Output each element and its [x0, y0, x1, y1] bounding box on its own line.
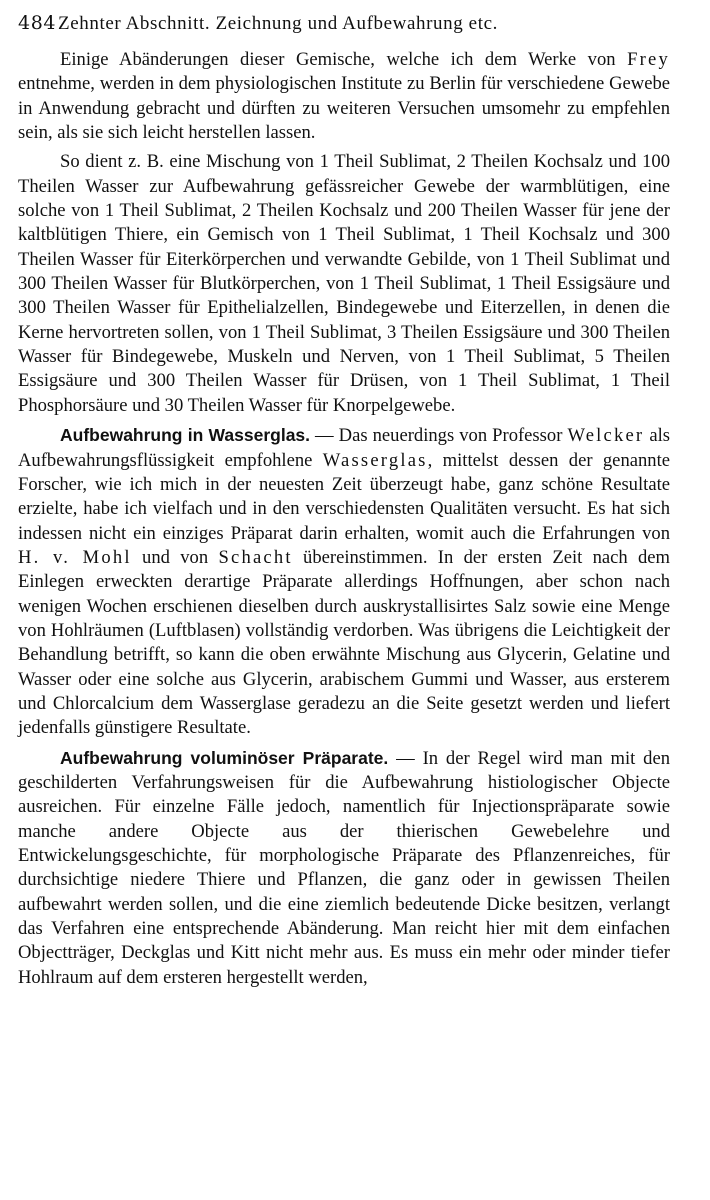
- author-name-mohl: H. v. Mohl: [18, 546, 132, 568]
- author-name-schacht: Schacht: [218, 546, 293, 568]
- body-text: [18, 48, 670, 995]
- text-run: als Aufbewahrungsflüssigkeit empfohlene: [18, 425, 670, 471]
- running-title: Zehnter Abschnitt. Zeichnung und Aufbewahrung etc.: [58, 13, 498, 34]
- paragraph-2: [18, 150, 670, 418]
- paragraph-3: [18, 423, 670, 740]
- running-header: [18, 8, 678, 38]
- text-run: , mittelst dessen der genannte Forscher, wie ich mich in der neuesten Zeit überzeugt habe, ganz schöne Resultate erzielte, habe ich vielfach und in den verschiedensten Qualitäten versucht. Es hat sich indessen nicht ein einziges Präparat darin erhalten, womit auch die Erfahrungen von: [18, 449, 671, 544]
- page-number: 484: [18, 12, 57, 34]
- text-run: übereinstimmen. In der ersten Zeit nach dem Einlegen erweckten derartige Präparate allerdings Hoffnungen, aber schon nach wenigen Wochen erschienen dieselben durch auskrystallisirtes Salz sowie eine Menge von Hohlräumen (Luftblasen) vollständig verdorben. Was übrigens die Leichtigkeit der Behandlung betrifft, so kann die oben erwähnte Mischung aus Glycerin, Gelatine und Wasser oder eine solche aus Glycerin, arabischem Gummi und Wasser, aus ersterem und Chlorcalcium dem Wasserglase geradezu an die Seite gesetzt werden und liefert jedenfalls günstigere Resultate.: [18, 546, 671, 739]
- term-wasserglas: Wasserglas: [322, 449, 428, 471]
- text-run: entnehme, werden in dem physiologischen Institute zu Berlin für verschiedene Gewebe in Anwendung gebracht und dürften zu weiteren Versuchen umsomehr zu empfehlen sein, als sie sich leicht herstellen lassen.: [18, 73, 670, 144]
- section-heading-voluminoese-praeparate: Aufbewahrung voluminöser Präparate.: [60, 747, 389, 768]
- section-heading-wasserglas: Aufbewahrung in Wasserglas.: [60, 425, 311, 446]
- text-run: Einige Abänderungen dieser Gemische, welche ich dem Werke von: [60, 49, 628, 70]
- text-run: So dient z. B. eine Mischung von 1 Theil Sublimat, 2 Theilen Kochsalz und 100 Theilen Wasser zur Aufbewahrung gefässreicher Gewebe der warmblütigen, eine solche von 1 Theil Sublimat, 2 Theilen Kochsalz und 200 Theilen Wasser für jene der kaltblütigen Thiere, ein Gemisch von 1 Theil Sublimat, 1 Theil Kochsalz und 300 Theilen Wasser für Eiterkörperchen und verwandte Gebilde, von 1 Theil Sublimat und 300 Theilen Wasser für Blutkörperchen, von 1 Theil Sublimat, 1 Theil Essigsäure und 300 Theilen Wasser für Epithelialzellen, Bindegewebe und Eiterzellen, in denen die Kerne hervortreten sollen, von 1 Theil Sublimat, 3 Theilen Essigsäure und 300 Theilen Wasser für Bindegewebe, Muskeln und Nerven, von 1 Theil Sublimat, 5 Theilen Essigsäure und 300 Theilen Wasser für Drüsen, von 1 Theil Sublimat, 1 Theil Phosphorsäure und 30 Theilen Wasser für Knorpelgewebe.: [18, 151, 670, 416]
- paragraph-4: [18, 746, 670, 990]
- text-run: — In der Regel wird man mit den geschilderten Verfahrungsweisen für die Aufbewahrung histiologischer Objecte ausreichen. Für einzelne Fälle jedoch, namentlich für Injectionspräparate sowie manche andere Objecte aus der thierischen Gewebelehre und Entwickelungsgeschichte, für morphologische Präparate des Pflanzenreiches, für durchsichtige niedere Thiere und Pflanzen, die ganz oder in gewissen Theilen aufbewahrt werden sollen, und die eine ziemlich bedeutende Dicke besitzen, verlangt das Verfahren eine entsprechende Abänderung. Man reicht hier mit dem einfachen Objectträger, Deckglas und Kitt nicht mehr aus. Es muss ein mehr oder minder tiefer Hohlraum auf dem ersteren hergestellt werden,: [18, 747, 670, 988]
- author-name-frey: Frey: [627, 49, 670, 70]
- text-run: — Das neuerdings von Professor: [310, 425, 568, 447]
- paragraph-1: [18, 48, 670, 145]
- text-run: und von: [131, 546, 219, 568]
- author-name-welcker: Welcker: [567, 425, 645, 447]
